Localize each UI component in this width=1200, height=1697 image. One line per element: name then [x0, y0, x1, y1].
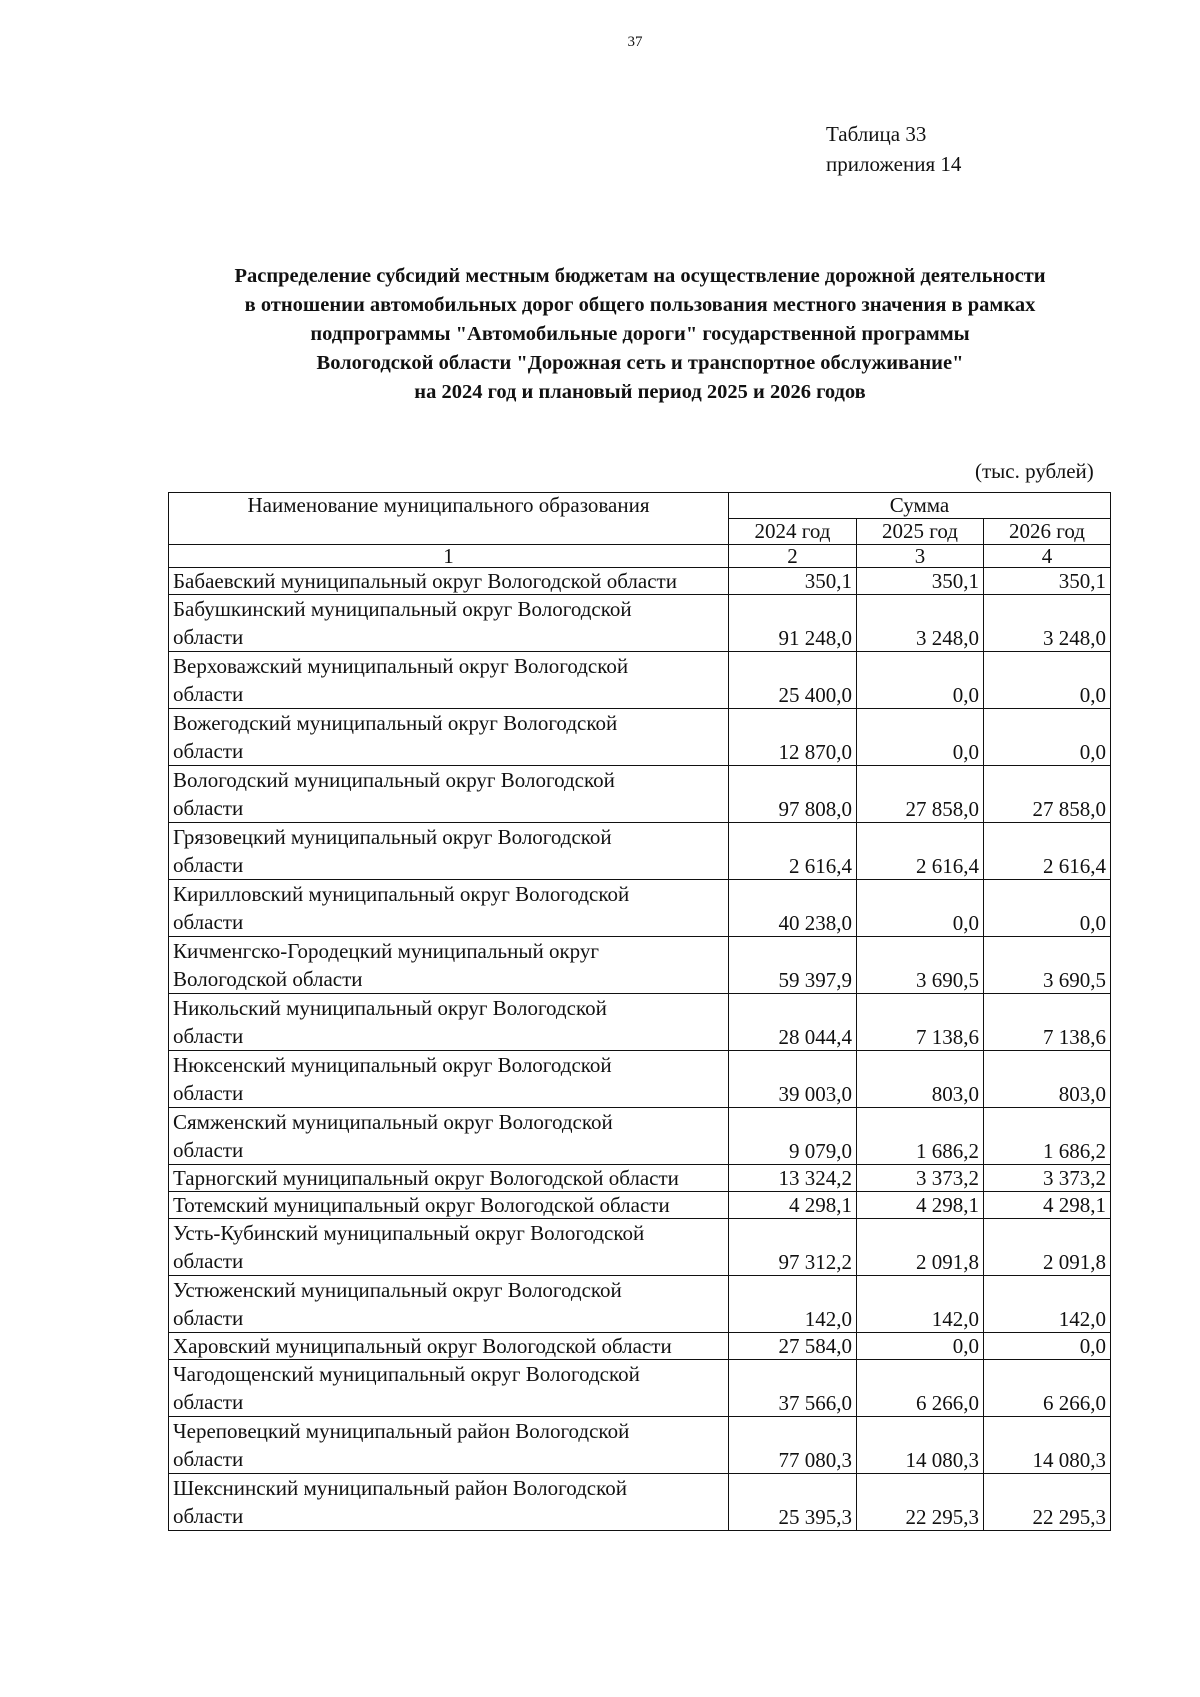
amount-2025: 14 080,3 — [857, 1417, 984, 1474]
table-row — [169, 937, 1111, 994]
amount-2025: 0,0 — [857, 880, 984, 937]
amount-2026: 6 266,0 — [984, 1360, 1111, 1417]
title-line: на 2024 год и плановый период 2025 и 2026 годов — [414, 381, 866, 403]
municipality-name-line: области — [173, 682, 244, 706]
amount-2025: 6 266,0 — [857, 1360, 984, 1417]
amount-2024: 37 566,0 — [729, 1360, 857, 1417]
municipality-name — [169, 994, 729, 1051]
amount-2024: 25 400,0 — [729, 652, 857, 709]
amount-2025: 803,0 — [857, 1051, 984, 1108]
municipality-name-line: Харовский муниципальный округ Вологодской области — [173, 1334, 672, 1358]
municipality-name — [169, 1417, 729, 1474]
municipality-name-line: области — [173, 1081, 244, 1105]
municipality-name-line: области — [173, 1138, 244, 1162]
header-year-2026: 2026 год — [984, 519, 1111, 545]
amount-2024: 25 395,3 — [729, 1474, 857, 1531]
amount-2024: 97 808,0 — [729, 766, 857, 823]
title-line: подпрограммы "Автомобильные дороги" государственной программы — [310, 323, 970, 345]
header-row-col-numbers — [169, 545, 1111, 568]
municipality-name-line: Верховажский муниципальный округ Вологодской — [173, 654, 629, 678]
municipality-name — [169, 1360, 729, 1417]
table-row — [169, 1051, 1111, 1108]
municipality-name-line: Сямженский муниципальный округ Вологодской — [173, 1110, 613, 1134]
municipality-name-line: Устюженский муниципальный округ Вологодской — [173, 1278, 622, 1302]
header-sum-group: Сумма — [729, 493, 1111, 519]
table-ref-line: приложения 14 — [826, 152, 962, 176]
col-number: 3 — [857, 545, 984, 568]
municipality-name-line: Тарногский муниципальный округ Вологодской области — [173, 1166, 679, 1190]
table-row — [169, 1360, 1111, 1417]
col-number: 4 — [984, 545, 1111, 568]
amount-2024: 28 044,4 — [729, 994, 857, 1051]
amount-2026: 3 373,2 — [984, 1165, 1111, 1192]
amount-2025: 3 373,2 — [857, 1165, 984, 1192]
municipality-name-line: Нюксенский муниципальный округ Вологодской — [173, 1053, 612, 1077]
amount-2026: 803,0 — [984, 1051, 1111, 1108]
amount-2025: 22 295,3 — [857, 1474, 984, 1531]
municipality-name-line: Вологодский муниципальный округ Вологодской — [173, 768, 615, 792]
municipality-name-line: области — [173, 1249, 244, 1273]
amount-2024: 59 397,9 — [729, 937, 857, 994]
municipality-name-line: области — [173, 1390, 244, 1414]
amount-2024: 77 080,3 — [729, 1417, 857, 1474]
amount-2025: 0,0 — [857, 1333, 984, 1360]
amount-2024: 12 870,0 — [729, 709, 857, 766]
municipality-name-line: Бабаевский муниципальный округ Вологодской области — [173, 569, 677, 593]
title-line: Вологодской области "Дорожная сеть и транспортное обслуживание" — [316, 352, 964, 374]
amount-2026: 0,0 — [984, 652, 1111, 709]
municipality-name-line: области — [173, 1447, 244, 1471]
municipality-name-line: области — [173, 1024, 244, 1048]
municipality-name — [169, 568, 729, 595]
amount-2025: 3 690,5 — [857, 937, 984, 994]
amount-2024: 27 584,0 — [729, 1333, 857, 1360]
amount-2026: 350,1 — [984, 568, 1111, 595]
amount-2026: 2 091,8 — [984, 1219, 1111, 1276]
table-row — [169, 880, 1111, 937]
municipality-name-line: Шекснинский муниципальный район Вологодской — [173, 1476, 627, 1500]
amount-2024: 13 324,2 — [729, 1165, 857, 1192]
amount-2026: 7 138,6 — [984, 994, 1111, 1051]
municipality-name-line: области — [173, 625, 244, 649]
amount-2024: 39 003,0 — [729, 1051, 857, 1108]
table-row — [169, 652, 1111, 709]
header-row-group — [169, 493, 1111, 519]
amount-2026: 0,0 — [984, 709, 1111, 766]
amount-2025: 3 248,0 — [857, 595, 984, 652]
municipality-name-line: области — [173, 796, 244, 820]
municipality-name — [169, 1219, 729, 1276]
municipality-name-line: области — [173, 739, 244, 763]
amount-2026: 1 686,2 — [984, 1108, 1111, 1165]
municipality-name-line: области — [173, 1504, 244, 1528]
municipality-name — [169, 937, 729, 994]
municipality-name — [169, 595, 729, 652]
table-ref-line: Таблица 33 — [826, 122, 927, 146]
amount-2026: 2 616,4 — [984, 823, 1111, 880]
col-number: 1 — [169, 545, 729, 568]
amount-2026: 3 248,0 — [984, 595, 1111, 652]
amount-2026: 27 858,0 — [984, 766, 1111, 823]
amount-2026: 22 295,3 — [984, 1474, 1111, 1531]
table-row — [169, 1165, 1111, 1192]
amount-2026: 142,0 — [984, 1276, 1111, 1333]
amount-2025: 7 138,6 — [857, 994, 984, 1051]
municipality-name-line: Вологодской области — [173, 967, 363, 991]
amount-2024: 97 312,2 — [729, 1219, 857, 1276]
units-label: (тыс. рублей) — [975, 459, 1094, 483]
municipality-name — [169, 1276, 729, 1333]
table-row — [169, 595, 1111, 652]
amount-2025: 1 686,2 — [857, 1108, 984, 1165]
header-name-column: Наименование муниципального образования — [169, 493, 729, 545]
table-row — [169, 994, 1111, 1051]
amount-2024: 4 298,1 — [729, 1192, 857, 1219]
amount-2024: 142,0 — [729, 1276, 857, 1333]
municipality-name-line: Кирилловский муниципальный округ Вологодской — [173, 882, 630, 906]
header-year-2025: 2025 год — [857, 519, 984, 545]
table-body — [169, 568, 1111, 1531]
subsidies-table — [168, 492, 1111, 1531]
amount-2024: 91 248,0 — [729, 595, 857, 652]
table-row — [169, 1219, 1111, 1276]
municipality-name — [169, 1108, 729, 1165]
amount-2025: 350,1 — [857, 568, 984, 595]
table-row — [169, 766, 1111, 823]
amount-2024: 40 238,0 — [729, 880, 857, 937]
amount-2026: 0,0 — [984, 1333, 1111, 1360]
amount-2024: 350,1 — [729, 568, 857, 595]
municipality-name-line: Грязовецкий муниципальный округ Вологодской — [173, 825, 612, 849]
municipality-name-line: Чагодощенский муниципальный округ Вологодской — [173, 1362, 640, 1386]
amount-2026: 3 690,5 — [984, 937, 1111, 994]
amount-2025: 142,0 — [857, 1276, 984, 1333]
amount-2025: 0,0 — [857, 709, 984, 766]
municipality-name — [169, 652, 729, 709]
amount-2026: 4 298,1 — [984, 1192, 1111, 1219]
amount-2025: 4 298,1 — [857, 1192, 984, 1219]
municipality-name-line: Вожегодский муниципальный округ Вологодской — [173, 711, 618, 735]
municipality-name — [169, 1333, 729, 1360]
municipality-name — [169, 880, 729, 937]
municipality-name-line: области — [173, 1306, 244, 1330]
table-row — [169, 1333, 1111, 1360]
amount-2026: 0,0 — [984, 880, 1111, 937]
municipality-name-line: Никольский муниципальный округ Вологодской — [173, 996, 607, 1020]
amount-2025: 27 858,0 — [857, 766, 984, 823]
amount-2025: 0,0 — [857, 652, 984, 709]
table-row — [169, 1192, 1111, 1219]
table-row — [169, 1474, 1111, 1531]
municipality-name-line: Череповецкий муниципальный район Вологодской — [173, 1419, 630, 1443]
municipality-name-line: области — [173, 910, 244, 934]
header-year-2024: 2024 год — [729, 519, 857, 545]
municipality-name — [169, 1192, 729, 1219]
table-row — [169, 1108, 1111, 1165]
table-row — [169, 568, 1111, 595]
amount-2024: 2 616,4 — [729, 823, 857, 880]
municipality-name — [169, 709, 729, 766]
amount-2025: 2 616,4 — [857, 823, 984, 880]
municipality-name-line: Кичменгско-Городецкий муниципальный округ — [173, 939, 599, 963]
col-number: 2 — [729, 545, 857, 568]
table-row — [169, 709, 1111, 766]
municipality-name — [169, 823, 729, 880]
table-row — [169, 1417, 1111, 1474]
amount-2026: 14 080,3 — [984, 1417, 1111, 1474]
municipality-name — [169, 1051, 729, 1108]
title-line: Распределение субсидий местным бюджетам на осуществление дорожной деятельности — [234, 265, 1046, 287]
amount-2025: 2 091,8 — [857, 1219, 984, 1276]
municipality-name-line: Бабушкинский муниципальный округ Вологодской — [173, 597, 632, 621]
municipality-name-line: Тотемский муниципальный округ Вологодской области — [173, 1193, 670, 1217]
municipality-name — [169, 1165, 729, 1192]
table-row — [169, 823, 1111, 880]
municipality-name — [169, 766, 729, 823]
table-reference — [826, 119, 961, 179]
municipality-name-line: области — [173, 853, 244, 877]
table-row — [169, 1276, 1111, 1333]
page-number: 37 — [627, 34, 643, 50]
amount-2024: 9 079,0 — [729, 1108, 857, 1165]
municipality-name-line: Усть-Кубинский муниципальный округ Вологодской — [173, 1221, 645, 1245]
title-line: в отношении автомобильных дорог общего пользования местного значения в рамках — [244, 294, 1036, 316]
municipality-name — [169, 1474, 729, 1531]
document-title — [150, 262, 1130, 407]
